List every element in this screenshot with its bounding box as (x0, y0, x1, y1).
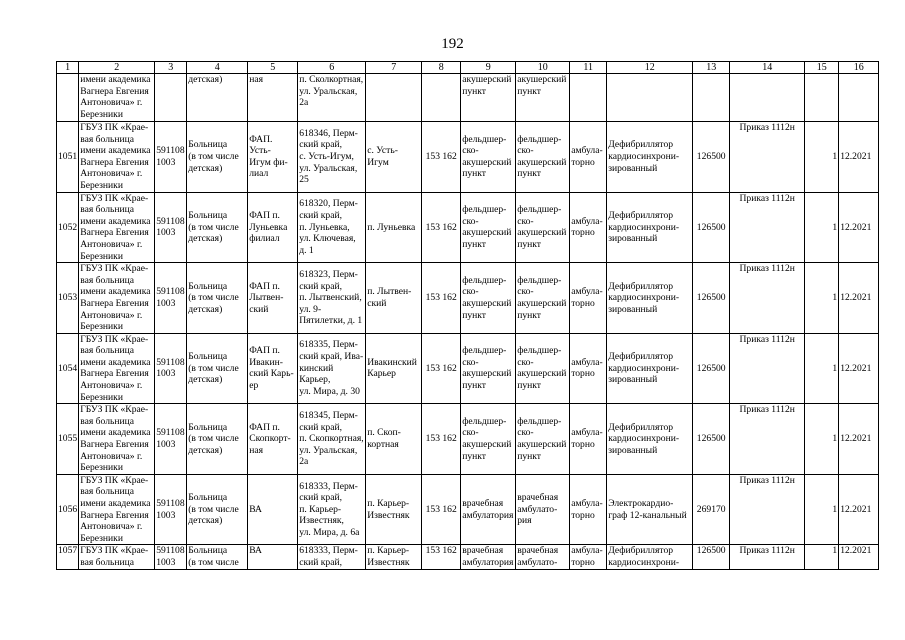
table-cell-col-12: Дефибриллятор кардиосинхрони- (607, 545, 693, 569)
table-row (57, 404, 879, 475)
table-cell-col-16: 12.2021 (839, 404, 879, 475)
table-row (57, 333, 879, 404)
table-cell-col-11: амбула- торно (570, 474, 607, 545)
table-cell-col-15: 1 (805, 122, 839, 193)
table-cell-col-2: имени академика Вагнера Евгения Антоновича» г. Березники (79, 74, 155, 122)
table-cell-col-13: 126500 (693, 263, 730, 334)
table-cell-col-3: 591108 1003 (155, 263, 187, 334)
table-cell-col-13: 126500 (693, 404, 730, 475)
table-cell-col-10: фельдшер- ско- акушерский пункт (516, 122, 570, 193)
table-cell-col-14: Приказ 1112н (730, 122, 805, 193)
table-cell-col-6: 618345, Перм- ский край, п. Скопкортная, ул. Уральская, 2а (298, 404, 366, 475)
table-cell-col-13: 269170 (693, 474, 730, 545)
table-cell-col-10: врачебная амбулато- (516, 545, 570, 569)
table-cell-col-15: 1 (805, 263, 839, 334)
table-cell-col-11: амбула- торно (570, 333, 607, 404)
table-cell-col-9: фельдшер- ско- акушерский пункт (461, 404, 516, 475)
table-cell-col-4: Больница (в том числе детская) (187, 263, 248, 334)
table-cell-col-7 (366, 74, 422, 122)
table-cell-col-8: 153 162 (422, 404, 461, 475)
table-cell-col-6: п. Сколкортная, ул. Уральская, 2а (298, 74, 366, 122)
table-cell-col-8: 153 162 (422, 333, 461, 404)
table-cell-col-6: 618320, Перм- ский край, п. Луньевка, ул. Ключевая, д. 1 (298, 192, 366, 263)
column-header-14: 14 (730, 62, 805, 74)
table-cell-col-1: 1054 (57, 333, 79, 404)
table-cell-col-16: 12.2021 (839, 545, 879, 569)
column-header-1: 1 (57, 62, 79, 74)
table-cell-col-14: Приказ 1112н (730, 333, 805, 404)
table-cell-col-11 (570, 74, 607, 122)
table-cell-col-3: 591108 1003 (155, 122, 187, 193)
equipment-table (56, 61, 879, 570)
table-row (57, 545, 879, 569)
table-cell-col-11: амбула- торно (570, 404, 607, 475)
column-header-7: 7 (366, 62, 422, 74)
column-header-11: 11 (570, 62, 607, 74)
table-cell-col-16: 12.2021 (839, 192, 879, 263)
table-cell-col-12: Дефибриллятор кардиосинхрони- зированный (607, 122, 693, 193)
column-header-2: 2 (79, 62, 155, 74)
table-cell-col-14: Приказ 1112н (730, 474, 805, 545)
table-cell-col-14: Приказ 1112н (730, 192, 805, 263)
table-cell-col-3: 591108 1003 (155, 333, 187, 404)
table-cell-col-6: 618335, Перм- ский край, Ива- кинский Карьер, ул. Мира, д. 30 (298, 333, 366, 404)
table-cell-col-11: амбула- торно (570, 545, 607, 569)
table-cell-col-7: п. Карьер- Известняк (366, 545, 422, 569)
table-cell-col-1: 1057 (57, 545, 79, 569)
table-cell-col-5: ФАП п. Луньевка филиал (248, 192, 298, 263)
table-cell-col-15: 1 (805, 404, 839, 475)
table-cell-col-14 (730, 74, 805, 122)
column-header-8: 8 (422, 62, 461, 74)
table-cell-col-9: фельдшер- ско- акушерский пункт (461, 263, 516, 334)
table-cell-col-1: 1052 (57, 192, 79, 263)
table-cell-col-11: амбула- торно (570, 122, 607, 193)
table-cell-col-7: Ивакинский Карьер (366, 333, 422, 404)
table-cell-col-2: ГБУЗ ПК «Крае- вая больница имени академика Вагнера Евгения Антоновича» г. Березники (79, 122, 155, 193)
table-cell-col-4: Больница (в том числе детская) (187, 474, 248, 545)
table-cell-col-6: 618333, Перм- ский край, п. Карьер- Известняк, ул. Мира, д. 6а (298, 474, 366, 545)
table-cell-col-5: ВА (248, 474, 298, 545)
table-cell-col-7: п. Скоп- кортная (366, 404, 422, 475)
table-cell-col-9: фельдшер- ско- акушерский пункт (461, 333, 516, 404)
table-cell-col-7: п. Лытвен- ский (366, 263, 422, 334)
table-row (57, 122, 879, 193)
table-cell-col-3: 591108 1003 (155, 474, 187, 545)
table-cell-col-15: 1 (805, 474, 839, 545)
table-cell-col-9: врачебная амбулатория (461, 545, 516, 569)
table-cell-col-15: 1 (805, 192, 839, 263)
table-cell-col-5: ФАП п. Скопкорт- ная (248, 404, 298, 475)
table-cell-col-11: амбула- торно (570, 192, 607, 263)
column-header-4: 4 (187, 62, 248, 74)
table-cell-col-6: 618323, Перм- ский край, п. Лытвенский, ул. 9- Пятилетки, д. 1 (298, 263, 366, 334)
table-cell-col-10: акушерский пункт (516, 74, 570, 122)
table-cell-col-8: 153 162 (422, 192, 461, 263)
table-cell-col-2: ГБУЗ ПК «Крае- вая больница имени академика Вагнера Евгения Антоновича» г. Березники (79, 404, 155, 475)
table-cell-col-3: 591108 1003 (155, 404, 187, 475)
table-cell-col-15: 1 (805, 545, 839, 569)
table-cell-col-16: 12.2021 (839, 263, 879, 334)
column-header-16: 16 (839, 62, 879, 74)
table-cell-col-10: фельдшер- ско- акушерский пункт (516, 263, 570, 334)
table-cell-col-12 (607, 74, 693, 122)
table-cell-col-5: ФАП п. Лытвен- ский (248, 263, 298, 334)
table-cell-col-16: 12.2021 (839, 333, 879, 404)
column-header-13: 13 (693, 62, 730, 74)
table-cell-col-1: 1053 (57, 263, 79, 334)
table-cell-col-4: Больница (в том числе детская) (187, 333, 248, 404)
table-row (57, 74, 879, 122)
column-header-6: 6 (298, 62, 366, 74)
table-row (57, 263, 879, 334)
table-cell-col-9: врачебная амбулатория (461, 474, 516, 545)
table-cell-col-2: ГБУЗ ПК «Крае- вая больница имени академика Вагнера Евгения Антоновича» г. Березники (79, 263, 155, 334)
column-header-5: 5 (248, 62, 298, 74)
table-cell-col-2: ГБУЗ ПК «Крае- вая больница имени академика Вагнера Евгения Антоновича» г. Березники (79, 333, 155, 404)
page-number: 192 (441, 36, 464, 52)
table-cell-col-9: фельдшер- ско- акушерский пункт (461, 192, 516, 263)
table-cell-col-14: Приказ 1112н (730, 263, 805, 334)
table-cell-col-8: 153 162 (422, 122, 461, 193)
table-cell-col-1: 1051 (57, 122, 79, 193)
table-cell-col-11: амбула- торно (570, 263, 607, 334)
column-header-3: 3 (155, 62, 187, 74)
table-cell-col-10: фельдшер- ско- акушерский пункт (516, 333, 570, 404)
table-cell-col-2: ГБУЗ ПК «Крае- вая больница имени академика Вагнера Евгения Антоновича» г. Березники (79, 474, 155, 545)
table-cell-col-14: Приказ 1112н (730, 404, 805, 475)
table-cell-col-10: фельдшер- ско- акушерский пункт (516, 404, 570, 475)
table-cell-col-8: 153 162 (422, 545, 461, 569)
table-cell-col-12: Дефибриллятор кардиосинхрони- зированный (607, 263, 693, 334)
table-cell-col-1: 1055 (57, 404, 79, 475)
table-cell-col-15: 1 (805, 333, 839, 404)
column-header-9: 9 (461, 62, 516, 74)
table-cell-col-16: 12.2021 (839, 474, 879, 545)
table-cell-col-13 (693, 74, 730, 122)
table-cell-col-12: Дефибриллятор кардиосинхрони- зированный (607, 192, 693, 263)
table-cell-col-14: Приказ 1112н (730, 545, 805, 569)
table-cell-col-8 (422, 74, 461, 122)
table-cell-col-5: ная (248, 74, 298, 122)
table-cell-col-15 (805, 74, 839, 122)
table-cell-col-12: Электрокардио- граф 12-канальный (607, 474, 693, 545)
table-cell-col-1: 1056 (57, 474, 79, 545)
table-cell-col-7: с. Усть- Игум (366, 122, 422, 193)
table-cell-col-4: детская) (187, 74, 248, 122)
table-cell-col-13: 126500 (693, 192, 730, 263)
table-cell-col-3: 591108 1003 (155, 192, 187, 263)
table-cell-col-6: 618333, Перм- ский край, (298, 545, 366, 569)
table-cell-col-10: фельдшер- ско- акушерский пункт (516, 192, 570, 263)
table-cell-col-5: ВА (248, 545, 298, 569)
table-cell-col-3: 591108 1003 (155, 545, 187, 569)
table-cell-col-16: 12.2021 (839, 122, 879, 193)
table-cell-col-16 (839, 74, 879, 122)
table-cell-col-9: акушерский пункт (461, 74, 516, 122)
table-cell-col-7: п. Карьер- Известняк (366, 474, 422, 545)
header-row (57, 62, 879, 74)
table-cell-col-12: Дефибриллятор кардиосинхрони- зированный (607, 333, 693, 404)
table-row (57, 192, 879, 263)
table-cell-col-1 (57, 74, 79, 122)
table-cell-col-4: Больница (в том числе детская) (187, 404, 248, 475)
table-cell-col-3 (155, 74, 187, 122)
table-cell-col-12: Дефибриллятор кардиосинхрони- зированный (607, 404, 693, 475)
table-cell-col-2: ГБУЗ ПК «Крае- вая больница (79, 545, 155, 569)
table-cell-col-8: 153 162 (422, 263, 461, 334)
table-cell-col-13: 126500 (693, 122, 730, 193)
table-cell-col-5: ФАП п. Ивакин- ский Карь- ер (248, 333, 298, 404)
table-cell-col-13: 126500 (693, 545, 730, 569)
table-cell-col-6: 618346, Перм- ский край, с. Усть-Игум, ул. Уральская, 25 (298, 122, 366, 193)
table-cell-col-7: п. Луньевка (366, 192, 422, 263)
table-cell-col-13: 126500 (693, 333, 730, 404)
table-cell-col-4: Больница (в том числе детская) (187, 122, 248, 193)
table-row (57, 474, 879, 545)
table-cell-col-9: фельдшер- ско- акушерский пункт (461, 122, 516, 193)
column-header-10: 10 (516, 62, 570, 74)
table-cell-col-4: Больница (в том числе (187, 545, 248, 569)
table-cell-col-5: ФАП. Усть- Игум фи- лиал (248, 122, 298, 193)
table-cell-col-10: врачебная амбулато- рия (516, 474, 570, 545)
column-header-12: 12 (607, 62, 693, 74)
column-header-15: 15 (805, 62, 839, 74)
table-cell-col-4: Больница (в том числе детская) (187, 192, 248, 263)
table-cell-col-2: ГБУЗ ПК «Крае- вая больница имени академика Вагнера Евгения Антоновича» г. Березники (79, 192, 155, 263)
table-cell-col-8: 153 162 (422, 474, 461, 545)
